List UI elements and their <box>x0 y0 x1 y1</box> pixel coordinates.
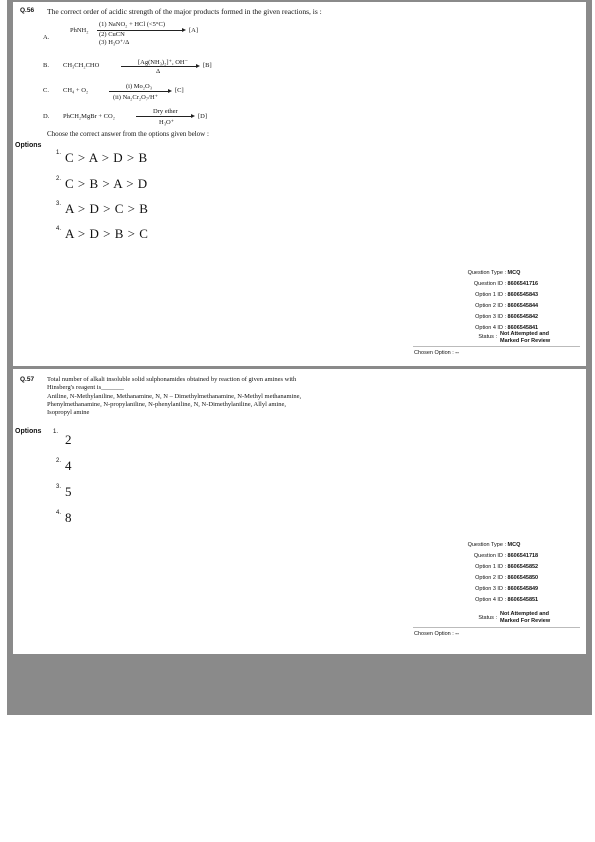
reaction-a-reactant: PhNH₂ <box>70 27 89 34</box>
option-number: 4. <box>56 226 62 232</box>
option-4-id-label: Option 4 ID : <box>475 325 506 331</box>
option-2-id-label: Option 2 ID : <box>475 575 506 581</box>
option-number: 2. <box>56 176 62 182</box>
option-2[interactable]: C > B > A > D <box>65 176 148 191</box>
reaction-b-reactant: CH₃CH₂CHO <box>63 62 100 69</box>
question-text: The correct order of acidic strength of the major products formed in the given reactions, is : <box>47 7 322 16</box>
option-2-id-value: 8606545850 <box>507 575 539 581</box>
arrow-head-icon <box>182 28 186 32</box>
option-number: 1. <box>53 429 59 435</box>
option-3-id-value: 8606545849 <box>507 586 539 592</box>
exam-response-sheet <box>7 0 592 715</box>
reaction-d-product: [D] <box>198 113 208 120</box>
question-type-value: MCQ <box>507 270 521 276</box>
reaction-arrow <box>136 116 192 117</box>
chosen-option-label: Chosen Option : <box>414 350 454 356</box>
options-label: Options <box>15 142 42 149</box>
question-id-label: Question ID : <box>473 281 506 287</box>
option-2-id-value: 8606545844 <box>507 303 539 309</box>
question-type-label: Question Type : <box>467 270 506 276</box>
status-value-line2: Marked For Review <box>500 618 551 624</box>
chosen-option-value: -- <box>455 631 459 637</box>
option-number: 4. <box>56 510 62 516</box>
status-value-line2: Marked For Review <box>500 338 551 344</box>
option-3[interactable]: A > D > C > B <box>65 201 149 216</box>
reaction-d-reactant: PhCH₂MgBr + CO₂ <box>63 113 115 120</box>
option-2[interactable]: 4 <box>65 458 72 473</box>
option-3[interactable]: 5 <box>65 484 72 499</box>
reaction-d-condition-above: Dry ether <box>153 108 178 115</box>
option-3-id-label: Option 3 ID : <box>475 314 506 320</box>
status-value-line1: Not Attempted and <box>500 611 549 617</box>
question-text-line2: Hinsberg's reagent is_______ <box>47 384 124 391</box>
option-1-id-label: Option 1 ID : <box>475 564 506 570</box>
reaction-a-condition-above: (1) NaNO₂ + HCl (<5°C) <box>99 21 165 28</box>
option-1-id-value: 8606545852 <box>507 564 539 570</box>
option-1[interactable]: C > A > D > B <box>65 150 148 165</box>
question-panel-56 <box>13 2 586 366</box>
option-4[interactable]: 8 <box>65 510 72 525</box>
amine-list-line3: Isopropyl amine <box>47 409 90 416</box>
options-label: Options <box>15 428 42 435</box>
option-1-id-label: Option 1 ID : <box>475 292 506 298</box>
option-1[interactable]: 2 <box>65 432 72 447</box>
question-text-line1: Total number of alkali insoluble solid sulphonamides obtained by reaction of given amines with <box>47 376 297 383</box>
amine-list-line2: Phenylmethanamine, N-propylaniline, N-phenylaniline, N, N-Dimethylaniline, Allyl amine, <box>47 401 287 408</box>
reaction-d-condition-below: H₃O⁺ <box>159 119 175 126</box>
reaction-c-product: [C] <box>175 87 184 94</box>
option-1-id-value: 8606545843 <box>507 292 539 298</box>
chosen-option-label: Chosen Option : <box>414 631 454 637</box>
status-label: Status : <box>478 334 497 340</box>
reaction-b-label: B. <box>43 62 49 69</box>
option-number: 3. <box>56 484 62 490</box>
info-divider <box>413 627 580 628</box>
reaction-b-condition-above: [Ag(NH₃)₂]⁺, OH⁻ <box>138 59 189 66</box>
reaction-c-reactant: CH₄ + O₂ <box>63 87 89 94</box>
reaction-a-condition-below2: (3) H₃O⁺/Δ <box>99 39 130 46</box>
option-2-id-label: Option 2 ID : <box>475 303 506 309</box>
chosen-option-value: -- <box>455 350 459 356</box>
arrow-head-icon <box>196 64 200 68</box>
reaction-d-label: D. <box>43 113 50 120</box>
reaction-c-label: C. <box>43 87 49 94</box>
option-4[interactable]: A > D > B > C <box>65 226 149 241</box>
question-number: Q.56 <box>20 7 35 14</box>
question-id-value: 8606541718 <box>507 553 539 559</box>
reaction-arrow <box>109 91 169 92</box>
option-number: 3. <box>56 201 62 207</box>
question-type-value: MCQ <box>507 542 521 548</box>
question-number: Q.57 <box>20 376 35 383</box>
option-4-id-value: 8606545851 <box>507 597 539 603</box>
status-value-line1: Not Attempted and <box>500 331 549 337</box>
reaction-b-condition-below: Δ <box>156 68 161 75</box>
question-id-value: 8606541716 <box>507 281 539 287</box>
reaction-c-condition-above: (i) Mo₂O₃ <box>126 83 153 90</box>
arrow-head-icon <box>168 89 172 93</box>
question-panel-57 <box>13 369 586 654</box>
question-id-label: Question ID : <box>473 553 506 559</box>
reaction-c-condition-below: (ii) Na₂Cr₂O₇/H⁺ <box>113 94 159 101</box>
status-label: Status : <box>478 615 497 621</box>
arrow-head-icon <box>191 114 195 118</box>
option-4-id-value: 8606545841 <box>507 325 539 331</box>
instruction-text: Choose the correct answer from the options given below : <box>47 130 209 138</box>
option-3-id-label: Option 3 ID : <box>475 586 506 592</box>
amine-list-line1: Aniline, N-Methylaniline, Methanamine, N, N – Dimethylmethanamine, N-Methyl methanamine, <box>47 393 302 400</box>
reaction-a-condition-below1: (2) CuCN <box>99 31 125 38</box>
option-3-id-value: 8606545842 <box>507 314 539 320</box>
option-number: 2. <box>56 458 62 464</box>
info-divider <box>413 346 580 347</box>
option-number: 1. <box>56 150 62 156</box>
option-4-id-label: Option 4 ID : <box>475 597 506 603</box>
question-type-label: Question Type : <box>467 542 506 548</box>
reaction-b-product: [B] <box>203 62 212 69</box>
reaction-a-label: A. <box>43 34 50 41</box>
reaction-a-product: [A] <box>189 27 199 34</box>
reaction-arrow <box>121 66 197 67</box>
